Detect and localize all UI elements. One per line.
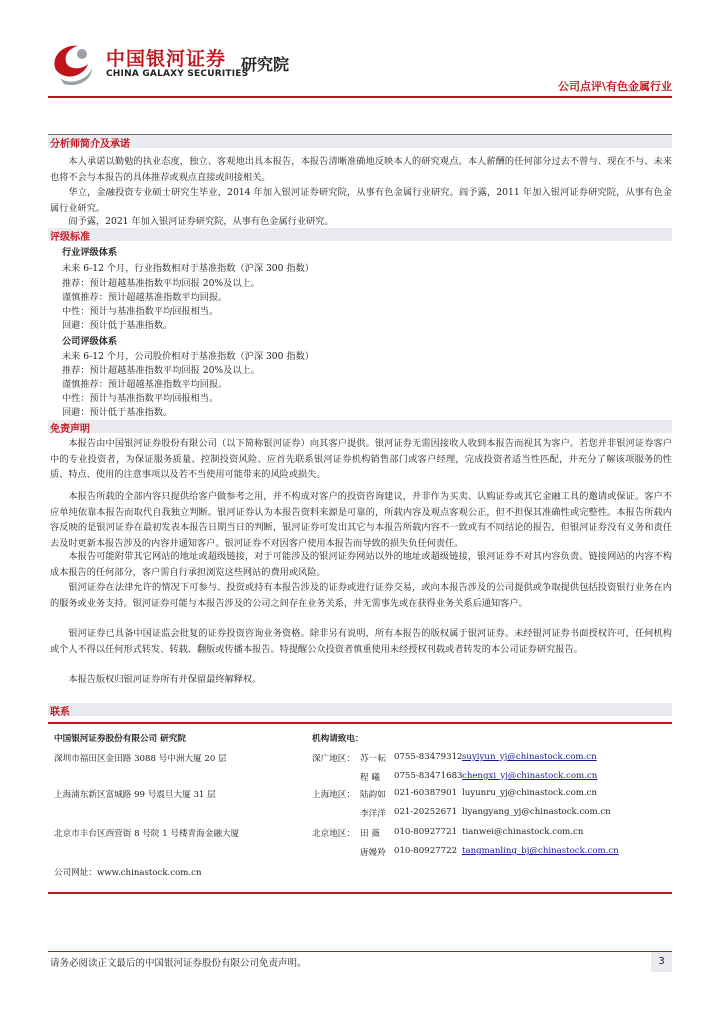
disclaimer-paragraph: 本报告可能附带其它网站的地址或超级链接，对于可能涉及的银河证券网站以外的地址或超级链接，银河证券不对其内容负责。链接网站的内容不构成本报告的任何部分，客户需自行承担浏览这些网站的费用或风险。: [50, 551, 672, 578]
sales-name: 苏一耘: [360, 754, 386, 764]
footer-notice: 请务必阅读正文最后的中国银河证券股份有限公司免责声明。: [50, 958, 307, 969]
address-shenzhen: 深圳市福田区金田路 3088 号中洲大厦 20 层: [54, 754, 227, 764]
sales-email[interactable]: luyunru_yj@chinastock.com.cn: [462, 788, 598, 798]
rating-section-title: 评级标准: [50, 232, 90, 243]
disclaimer-paragraph: 本报告版权归银河证券所有并保留最终解释权。: [68, 674, 262, 685]
company-name: 中国银河证券股份有限公司 研究院: [54, 734, 186, 744]
document-category: 公司点评\有色金属行业: [557, 80, 672, 93]
sales-name: 程 曦: [360, 773, 380, 783]
footer-divider: [48, 951, 672, 952]
address-beijing: 北京市丰台区西营街 8 号院 1 号楼青海金融大厦: [54, 829, 240, 839]
disclaimer-paragraph: 银河证券在法律允许的情况下可参与、投资或持有本报告涉及的证券或进行证券交易，或向本报告涉及的公司提供或争取提供包括投资银行业务在内的服务或业务支持。银河证券可能与本报告涉及的公司之间存在业务关系，并无需事先或在获得业务关系后通知客户。: [50, 582, 672, 609]
galaxy-logo-icon: [48, 40, 98, 88]
page-number: 3: [651, 952, 672, 972]
sales-name: 唐嫚羚: [360, 848, 386, 858]
sales-name: 田 薇: [360, 829, 380, 839]
institute-label: 研究院: [241, 55, 290, 74]
sales-region: 上海地区：: [312, 790, 355, 800]
disclaimer-paragraph: 本报告由中国银河证券股份有限公司（以下简称银河证券）向其客户提供。银河证券无需因接收人收到本报告而视其为客户。若您并非银河证券客户中的专业投资者，为保证服务质量、控制投资风险、应首先联系银河证券机构销售部门或客户经理，完成投资者适当性匹配，并充分了解该项服务的性质、特点、使用的注意事项以及若不当使用可能带来的风险或损失。: [50, 438, 672, 480]
rating-line: 回避：预计低于基准指数。: [62, 320, 173, 331]
rating-line: 中性：预计与基准指数平均回报相当。: [62, 306, 219, 317]
sales-email-link[interactable]: chengxi_yj@chinastock.com.cn: [462, 771, 598, 781]
sales-email[interactable]: tianwei@chinastock.com.cn: [462, 827, 584, 837]
section-header-bg: [48, 135, 672, 148]
analyst-bio: 华立，金融投资专业硕士研究生毕业，2014 年加入银河证券研究院，从事有色金属行业研究。阎予露，2011 年加入银河证券研究院，从事有色金属行业研究。: [50, 187, 672, 214]
analyst-section-title: 分析师简介及承诺: [50, 139, 130, 150]
sales-email-link[interactable]: suyiyun_yj@chinastock.com.cn: [462, 752, 597, 762]
sales-region: 深广地区：: [312, 754, 355, 764]
page-header: [0, 0, 724, 100]
analyst-pledge: 本人承诺以勤勉的执业态度，独立、客观地出具本报告，本报告清晰准确地反映本人的研究观点。本人薪酬的任何部分过去不曾与、现在不与、未来也将不会与本报告的具体推荐或观点直接或间接相关。: [50, 156, 672, 183]
industry-rating-heading: 行业评级体系: [62, 247, 118, 258]
disclaimer-paragraph: 银河证券已具备中国证监会批复的证券投资咨询业务资格。除非另有说明，所有本报告的版权属于银河证券。未经银河证券书面授权许可，任何机构或个人不得以任何形式转发、转载、翻版或传播本报告。特提醒公众投资者慎重使用未经授权刊载或者转发的本公司证券研究报告。: [50, 628, 672, 655]
rating-line: 谨慎推荐：预计超越基准指数平均回报。: [62, 292, 228, 303]
rating-line: 谨慎推荐：预计超越基准指数平均回报。: [62, 379, 228, 390]
sales-email-link[interactable]: tangmanling_bj@chinastock.com.cn: [462, 846, 619, 856]
sales-phone: 0755-83471683: [394, 771, 463, 781]
sales-contact-title: 机构请致电：: [312, 734, 364, 744]
address-shanghai: 上海浦东新区富城路 99 号震旦大厦 31 层: [54, 790, 216, 800]
sales-name: 陆韵如: [360, 790, 386, 800]
rating-line: 未来 6-12 个月，公司股价相对于基准指数（沪深 300 指数）: [62, 351, 314, 362]
brand-name-cn: 中国银河证券: [106, 48, 227, 70]
disclaimer-paragraph: 本报告所载的全部内容只提供给客户做参考之用，并不构成对客户的投资咨询建议，并非作为买卖、认购证券或其它金融工具的邀请或保证。客户不应单纯依靠本报告而取代自我独立判断。银河证券认为本报告资料来源是可靠的，所载内容及观点客观公正，但不担保其准确性或完整性。本报告所载内容反映的是银河证券在最初发表本报告日期当日的判断，银河证券可发出其它与本报告所载内容不一致或有不同结论的报告，但银河证券没有义务和责任去及时更新本报告涉及的内容并通知客户。银河证券不对因客户使用本报告而导致的损失负任何责任。: [50, 491, 672, 549]
sales-name: 李洋洋: [360, 809, 386, 819]
brand-name-en: CHINA GALAXY SECURITIES: [106, 69, 249, 79]
rating-line: 推荐：预计超越基准指数平均回报 20%及以上。: [62, 365, 260, 376]
sales-region: 北京地区：: [312, 829, 355, 839]
sales-phone: 010-80927721: [394, 827, 458, 837]
company-website: 公司网址：www.chinastock.com.cn: [54, 868, 202, 878]
section-header-bg: [48, 228, 672, 241]
section-header-bg: [48, 703, 672, 716]
rating-line: 推荐：预计超越基准指数平均回报 20%及以上。: [62, 278, 260, 289]
header-divider: [48, 96, 672, 98]
sales-phone: 021-20252671: [394, 807, 458, 817]
company-rating-heading: 公司评级体系: [62, 336, 118, 347]
contact-section-title: 联系: [50, 707, 70, 718]
sales-phone: 010-80927722: [394, 846, 458, 856]
section-header-bg: [48, 420, 672, 433]
contact-block: [48, 722, 672, 894]
disclaimer-section-title: 免责声明: [50, 424, 90, 435]
rating-line: 中性：预计与基准指数平均回报相当。: [62, 393, 219, 404]
sales-phone: 0755-83479312: [394, 752, 463, 762]
analyst-bio-2: 阎予露，2021 年加入银河证券研究院，从事有色金属行业研究。: [68, 216, 334, 227]
sales-email[interactable]: liyangyang_yj@chinastock.com.cn: [462, 807, 611, 817]
sales-phone: 021-60387901: [394, 788, 458, 798]
rating-line: 回避：预计低于基准指数。: [62, 407, 173, 418]
rating-line: 未来 6-12 个月，行业指数相对于基准指数（沪深 300 指数）: [62, 263, 314, 274]
